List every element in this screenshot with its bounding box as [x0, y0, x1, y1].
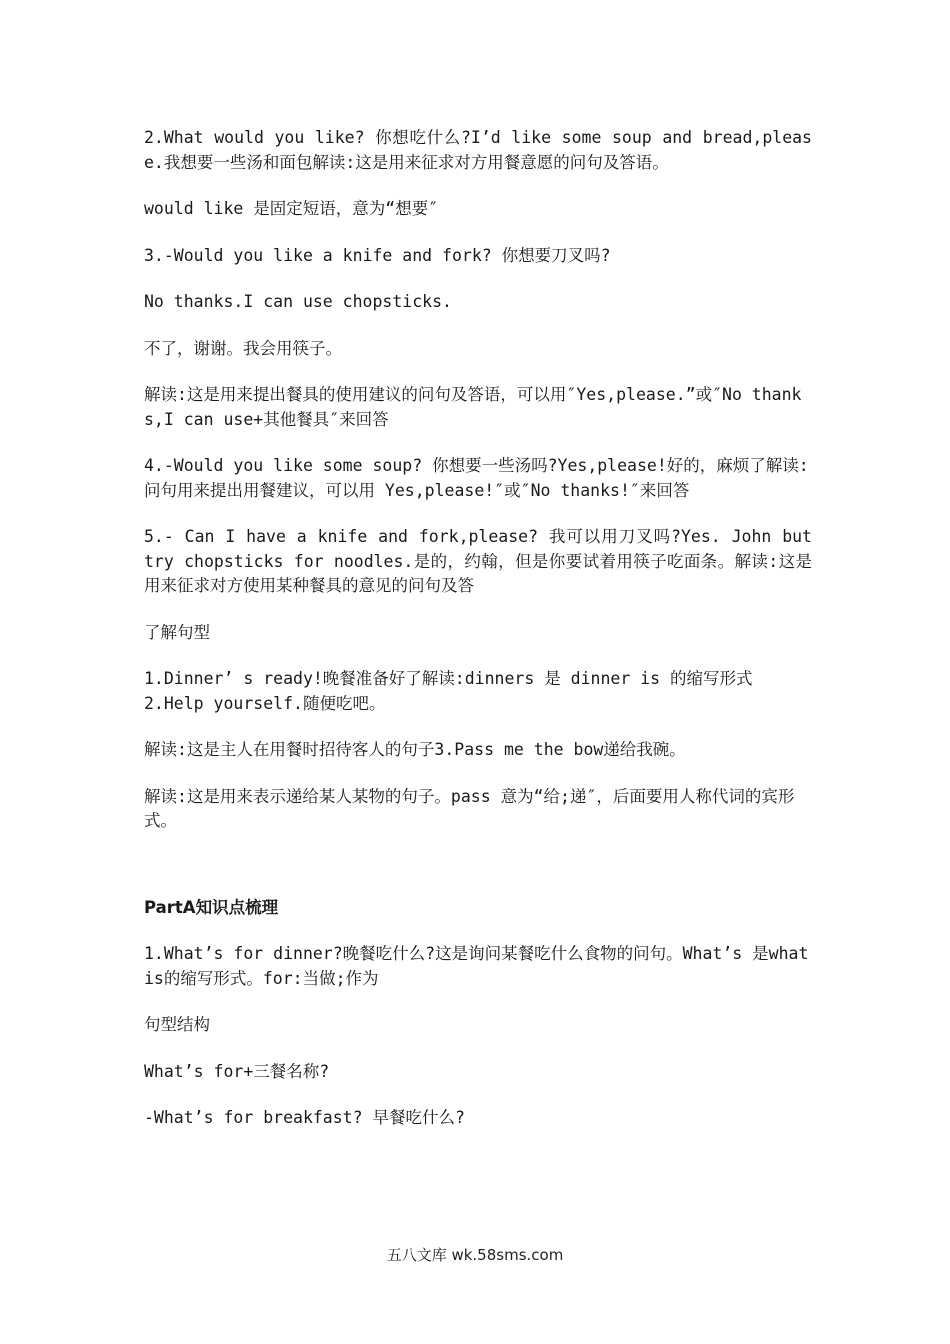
paragraph-q2: 2.What would you like? 你想吃什么?I’d like some soup and bread,please.我想要一些汤和面包解读:这是用来征求对方用餐意愿的问句及答语。	[144, 128, 812, 172]
paragraph-q5: 5.- Can I have a knife and fork,please? 我可以用刀叉吗?Yes. John but try chopsticks for noodles.是的，约翰，但是你要试着用筷子吃面条。解读:这是用来征求对方使用某种餐具的意见的问句及答	[144, 527, 812, 595]
paragraph-whats-for-dinner: 1.What’s for dinner?晚餐吃什么?这是询问某餐吃什么食物的问句。What’s 是whatis的缩写形式。for:当做;作为	[144, 944, 809, 988]
paragraph-dinner-ready: 1.Dinner’ s ready!晚餐准备好了解读:dinners 是 dinner is 的缩写形式	[144, 669, 753, 688]
paragraph-help-yourself: 2.Help yourself.随便吃吧。	[144, 693, 386, 713]
paragraph-breakfast-example: -What’s for breakfast? 早餐吃什么?	[144, 1108, 465, 1127]
paragraph-pattern-formula: What’s for+三餐名称?	[144, 1061, 330, 1081]
paragraph-learn-patterns: 了解句型	[144, 622, 210, 642]
paragraph-q3-explanation: 解读:这是用来提出餐具的使用建议的问句及答语，可以用″Yes,please.”或″No thanks,I can use+其他餐具″来回答	[144, 385, 802, 429]
paragraph-pattern-structure: 句型结构	[144, 1015, 210, 1034]
paragraph-q3: 3.-Would you like a knife and fork? 你想要刀叉吗?	[144, 245, 611, 265]
paragraph-q3-answer: No thanks.I can use chopsticks.	[144, 292, 452, 311]
paragraph-q3-translation: 不了，谢谢。我会用筷子。	[144, 338, 342, 358]
paragraph-would-like: would like 是固定短语，意为“想要″	[144, 199, 439, 218]
paragraph-q4: 4.-Would you like some soup? 你想要一些汤吗?Yes,please!好的，麻烦了解读:问句用来提出用餐建议，可以用 Yes,please!″或″No thanks!″来回答	[144, 456, 809, 500]
document-body	[144, 126, 812, 1153]
paragraph-pass-explanation: 解读:这是用来表示递给某人某物的句子。pass 意为“给;递″，后面要用人称代词的宾形式。	[144, 786, 795, 830]
footer-watermark: 五八文库 wk.58sms.com	[386, 1246, 564, 1264]
paragraph-host-explanation: 解读:这是主人在用餐时招待客人的句子3.Pass me the bow递给我碗。	[144, 740, 686, 759]
section-heading: PartA知识点梳理	[144, 897, 279, 917]
